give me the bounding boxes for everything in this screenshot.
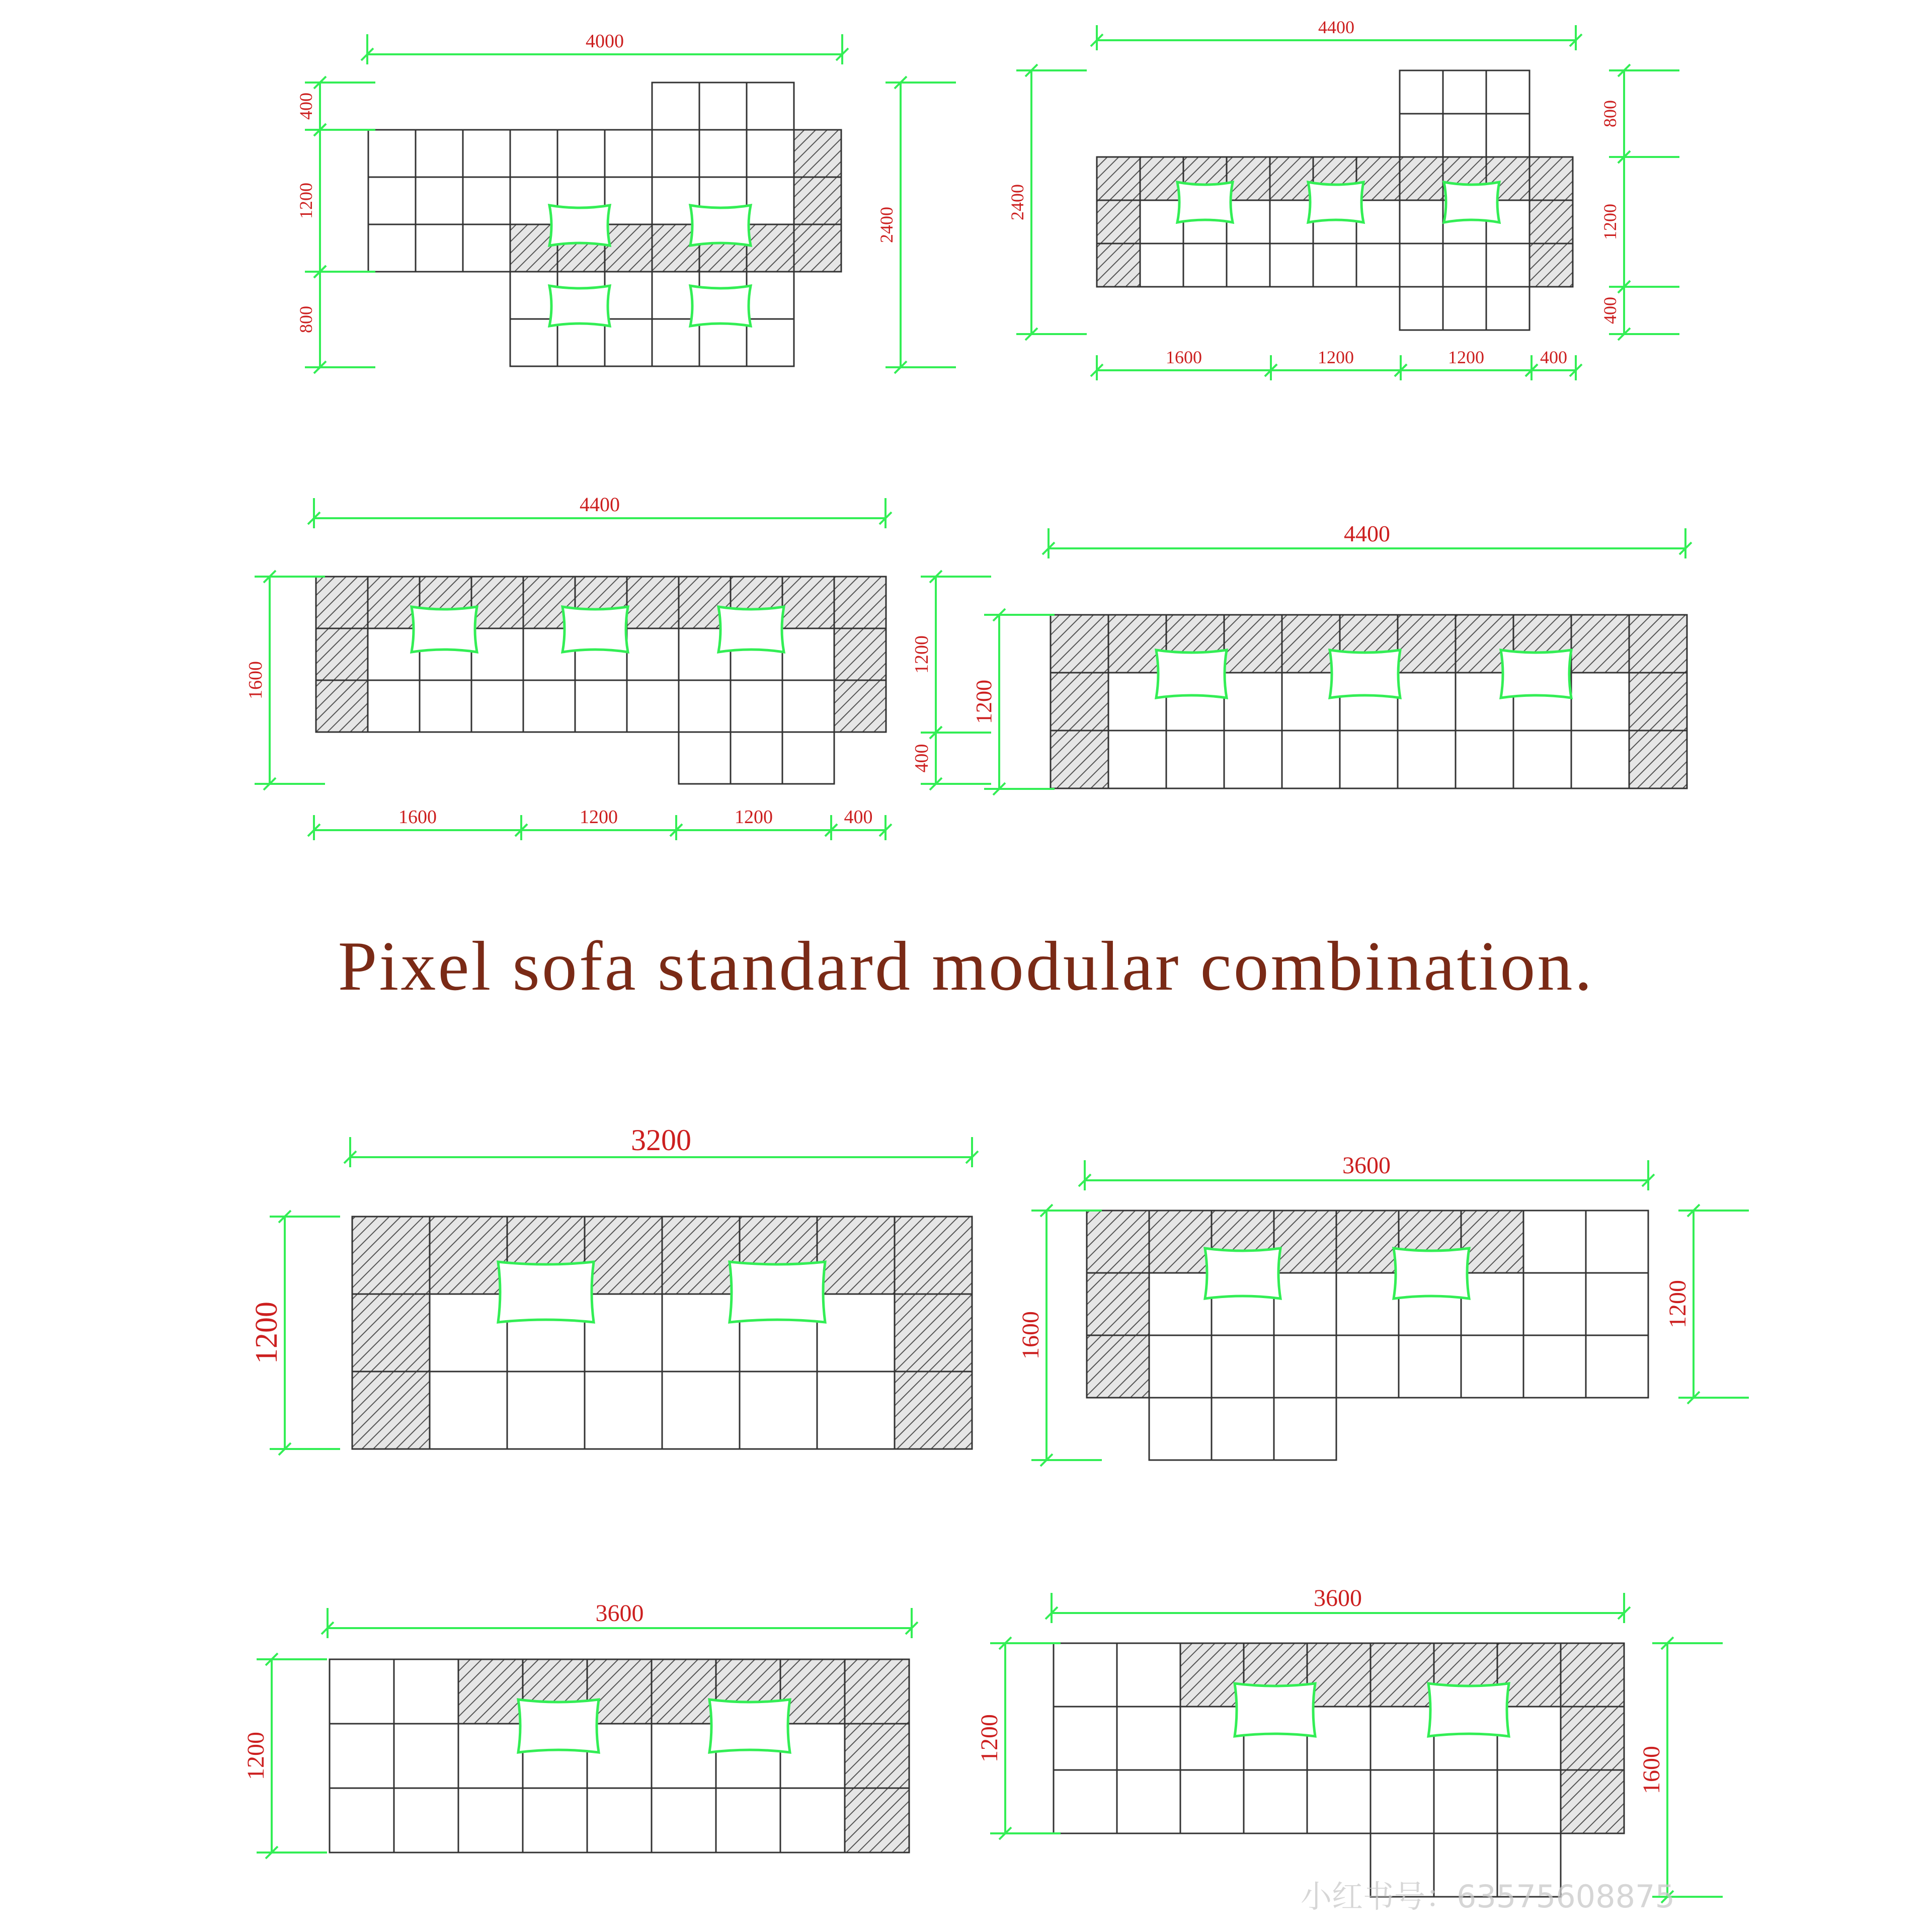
sofa-module bbox=[1461, 1211, 1523, 1273]
sofa-module bbox=[780, 1788, 845, 1853]
sofa-module bbox=[652, 1659, 716, 1724]
sofa-module bbox=[716, 1788, 780, 1853]
dimension-l3-bottom-2 bbox=[670, 807, 837, 840]
sofa-module bbox=[1270, 244, 1313, 287]
sofa-plan-7 bbox=[330, 1659, 909, 1853]
dimension-l6-width bbox=[1079, 1152, 1654, 1190]
sofa-module bbox=[458, 1724, 523, 1788]
dimension-label: 1200 bbox=[1448, 347, 1484, 367]
dimension-label: 2400 bbox=[876, 207, 897, 243]
sofa-module bbox=[1586, 1273, 1648, 1335]
sofa-module bbox=[507, 1372, 585, 1449]
dimension-label: 400 bbox=[844, 807, 873, 828]
sofa-module bbox=[1183, 244, 1227, 287]
sofa-module bbox=[1051, 673, 1108, 731]
sofa-module bbox=[747, 177, 794, 224]
sofa-module bbox=[1054, 1770, 1117, 1833]
sofa-module bbox=[330, 1659, 394, 1724]
sofa-module bbox=[463, 177, 510, 224]
sofa-module bbox=[1087, 1211, 1149, 1273]
dimension-label: 1200 bbox=[580, 807, 618, 828]
sofa-module bbox=[1149, 1398, 1212, 1460]
dimension-l2-bottom-2 bbox=[1395, 347, 1538, 380]
sofa-module bbox=[1140, 157, 1183, 200]
sofa-module bbox=[1356, 244, 1400, 287]
sofa-module bbox=[1400, 70, 1443, 114]
sofa-module bbox=[471, 628, 523, 680]
sofa-module bbox=[1282, 731, 1340, 788]
dimension-l2-bottom-3 bbox=[1525, 347, 1582, 380]
sofa-module bbox=[845, 1724, 909, 1788]
sofa-module bbox=[1443, 244, 1486, 287]
dimension-label: 3600 bbox=[1342, 1152, 1391, 1179]
sofa-module bbox=[1523, 1211, 1586, 1273]
dimension-l1-right bbox=[876, 76, 956, 373]
dimension-label: 1200 bbox=[976, 1714, 1003, 1762]
sofa-module bbox=[1336, 1273, 1399, 1335]
dimension-label: 1200 bbox=[911, 635, 932, 674]
sofa-module bbox=[1443, 114, 1486, 157]
dimension-label: 400 bbox=[296, 93, 316, 120]
sofa-module bbox=[747, 130, 794, 177]
sofa-module bbox=[1270, 200, 1313, 244]
sofa-module bbox=[394, 1659, 458, 1724]
sofa-module bbox=[1434, 1770, 1497, 1833]
dimension-label: 4400 bbox=[580, 493, 620, 516]
sofa-module bbox=[557, 130, 605, 177]
sofa-module bbox=[585, 1217, 662, 1294]
sofa-module bbox=[780, 1724, 845, 1788]
cushion bbox=[1156, 650, 1227, 698]
sofa-module bbox=[1336, 1211, 1399, 1273]
sofa-module bbox=[605, 130, 652, 177]
sofa-module bbox=[731, 732, 782, 784]
sofa-plan-6 bbox=[1087, 1211, 1648, 1460]
sofa-module bbox=[1051, 615, 1108, 673]
sofa-module bbox=[1486, 114, 1530, 157]
dimension-l2-right-c bbox=[1600, 281, 1679, 340]
sofa-module bbox=[1212, 1335, 1274, 1398]
sofa-module bbox=[587, 1788, 652, 1853]
dimension-l2-width bbox=[1091, 17, 1582, 50]
dimension-label: 800 bbox=[1600, 100, 1620, 127]
sofa-module bbox=[1486, 244, 1530, 287]
sofa-module bbox=[1087, 1273, 1149, 1335]
sofa-module bbox=[1212, 1398, 1274, 1460]
sofa-module bbox=[1398, 615, 1456, 673]
sofa-module bbox=[1274, 1398, 1336, 1460]
sofa-module bbox=[834, 577, 886, 628]
sofa-module bbox=[430, 1372, 507, 1449]
watermark: 小红书号：63575608875 bbox=[1301, 1878, 1675, 1915]
dimension-l5-left bbox=[250, 1211, 340, 1455]
sofa-module bbox=[1398, 731, 1456, 788]
cushion bbox=[1501, 650, 1571, 698]
sofa-module bbox=[1486, 70, 1530, 114]
diagram-title: Pixel sofa standard modular combination. bbox=[338, 927, 1594, 1005]
dimension-l2-left bbox=[1007, 64, 1087, 340]
sofa-module bbox=[782, 628, 834, 680]
sofa-module bbox=[627, 680, 679, 732]
dimension-label: 1600 bbox=[1166, 347, 1202, 367]
sofa-module bbox=[1456, 731, 1513, 788]
sofa-module bbox=[662, 1217, 740, 1294]
sofa-module bbox=[627, 577, 679, 628]
sofa-module bbox=[471, 680, 523, 732]
sofa-module bbox=[316, 628, 368, 680]
sofa-module bbox=[316, 680, 368, 732]
sofa-module bbox=[1087, 1335, 1149, 1398]
cushion bbox=[690, 286, 751, 326]
sofa-module bbox=[1400, 200, 1443, 244]
sofa-module bbox=[1307, 1643, 1371, 1707]
sofa-module bbox=[1274, 1335, 1336, 1398]
sofa-module bbox=[794, 130, 841, 177]
sofa-module bbox=[627, 628, 679, 680]
sofa-module bbox=[699, 130, 747, 177]
sofa-module bbox=[780, 1659, 845, 1724]
sofa-module bbox=[605, 224, 652, 272]
sofa-module bbox=[1227, 244, 1270, 287]
dimension-label: 4400 bbox=[1344, 521, 1390, 546]
dimension-l2-bottom-1 bbox=[1265, 347, 1407, 380]
sofa-module bbox=[1461, 1273, 1523, 1335]
cushion bbox=[1205, 1248, 1280, 1299]
sofa-module bbox=[817, 1294, 895, 1372]
dimension-label: 3600 bbox=[595, 1600, 644, 1627]
sofa-module bbox=[1530, 157, 1573, 200]
dimension-l1-left-c bbox=[296, 266, 375, 373]
dimension-label: 400 bbox=[1600, 297, 1620, 324]
sofa-module bbox=[662, 1294, 740, 1372]
dimension-label: 1200 bbox=[1600, 204, 1620, 240]
dimension-label: 1200 bbox=[1664, 1280, 1691, 1328]
sofa-plan-5 bbox=[352, 1217, 972, 1449]
sofa-module bbox=[430, 1217, 507, 1294]
sofa-module bbox=[662, 1372, 740, 1449]
sofa-module bbox=[1371, 1643, 1434, 1707]
sofa-module bbox=[1274, 1211, 1336, 1273]
sofa-module bbox=[1244, 1770, 1307, 1833]
dimension-l8-left bbox=[976, 1637, 1061, 1839]
sofa-module bbox=[817, 1217, 895, 1294]
sofa-module bbox=[1051, 731, 1108, 788]
sofa-plan-2 bbox=[1097, 70, 1573, 330]
sofa-module bbox=[523, 1788, 587, 1853]
cushion bbox=[1444, 182, 1499, 222]
sofa-module bbox=[1149, 1211, 1212, 1273]
sofa-module bbox=[605, 177, 652, 224]
sofa-module bbox=[740, 1372, 817, 1449]
sofa-module bbox=[1149, 1273, 1212, 1335]
sofa-module bbox=[1400, 157, 1443, 200]
dimension-label: 2400 bbox=[1007, 184, 1027, 220]
dimension-label: 1200 bbox=[735, 807, 773, 828]
dimension-l8-width bbox=[1045, 1585, 1630, 1623]
sofa-plan-4 bbox=[1051, 615, 1687, 788]
sofa-module bbox=[510, 130, 557, 177]
sofa-module bbox=[1443, 70, 1486, 114]
sofa-module bbox=[1149, 1335, 1212, 1398]
cushion bbox=[549, 286, 610, 326]
sofa-module bbox=[1180, 1707, 1244, 1770]
sofa-module bbox=[1180, 1643, 1244, 1707]
cushion bbox=[730, 1262, 825, 1322]
sofa-module bbox=[1486, 287, 1530, 330]
cushion bbox=[549, 205, 610, 246]
dimension-label: 3200 bbox=[631, 1123, 691, 1157]
dimension-l6-right bbox=[1664, 1204, 1749, 1404]
dimension-label: 400 bbox=[911, 744, 932, 773]
sofa-module bbox=[652, 130, 699, 177]
sofa-module bbox=[1530, 244, 1573, 287]
sofa-module bbox=[1586, 1211, 1648, 1273]
sofa-module bbox=[463, 224, 510, 272]
sofa-module bbox=[1270, 157, 1313, 200]
cushion bbox=[709, 1700, 790, 1752]
sofa-module bbox=[1561, 1643, 1624, 1707]
sofa-module bbox=[1400, 244, 1443, 287]
sofa-module bbox=[1117, 1643, 1180, 1707]
sofa-module bbox=[368, 177, 416, 224]
sofa-module bbox=[817, 1372, 895, 1449]
sofa-module bbox=[458, 1788, 523, 1853]
dimension-label: 3600 bbox=[1314, 1585, 1362, 1612]
sofa-module bbox=[895, 1217, 972, 1294]
sofa-module bbox=[1571, 731, 1629, 788]
cushion bbox=[1235, 1683, 1315, 1736]
sofa-module bbox=[368, 224, 416, 272]
sofa-module bbox=[1336, 1335, 1399, 1398]
sofa-module bbox=[352, 1294, 430, 1372]
sofa-module bbox=[1117, 1770, 1180, 1833]
sofa-module bbox=[679, 732, 731, 784]
sofa-module bbox=[1497, 1770, 1561, 1833]
cushion bbox=[1330, 650, 1400, 698]
dimension-l5-width bbox=[344, 1123, 978, 1167]
sofa-module bbox=[1224, 731, 1282, 788]
dimension-label: 1200 bbox=[250, 1302, 284, 1364]
sofa-module bbox=[1513, 731, 1571, 788]
cushion bbox=[562, 607, 628, 652]
sofa-module bbox=[330, 1724, 394, 1788]
sofa-module bbox=[1586, 1335, 1648, 1398]
sofa-module bbox=[895, 1372, 972, 1449]
dimension-l7-width bbox=[321, 1600, 918, 1638]
sofa-module bbox=[352, 1217, 430, 1294]
dimension-l4-width bbox=[1042, 521, 1692, 558]
dimension-l3-bottom-1 bbox=[515, 807, 682, 840]
sofa-module bbox=[1461, 1335, 1523, 1398]
sofa-module bbox=[1400, 114, 1443, 157]
cushion bbox=[498, 1262, 594, 1322]
sofa-module bbox=[458, 1659, 523, 1724]
sofa-module bbox=[368, 577, 420, 628]
dimension-l3-width bbox=[308, 493, 892, 528]
sofa-module bbox=[1274, 1273, 1336, 1335]
sofa-module bbox=[575, 680, 627, 732]
cushion bbox=[518, 1700, 599, 1752]
sofa-module bbox=[794, 224, 841, 272]
dimension-l1-left-b bbox=[296, 124, 375, 278]
cushion bbox=[1177, 182, 1233, 222]
sofa-module bbox=[1398, 673, 1456, 731]
sofa-module bbox=[605, 272, 652, 319]
sofa-module bbox=[394, 1724, 458, 1788]
sofa-module bbox=[368, 130, 416, 177]
sofa-module bbox=[585, 1294, 662, 1372]
sofa-module bbox=[368, 680, 420, 732]
dimension-label: 1200 bbox=[1318, 347, 1354, 367]
sofa-module bbox=[1097, 200, 1140, 244]
dimension-l1-width bbox=[361, 31, 848, 64]
sofa-module bbox=[731, 680, 782, 732]
sofa-module bbox=[1166, 731, 1224, 788]
sofa-module bbox=[430, 1294, 507, 1372]
dimension-l3-right-b bbox=[911, 727, 991, 790]
cushion bbox=[412, 607, 477, 652]
dimension-l3-bottom-3 bbox=[825, 807, 892, 840]
dimension-l4-left bbox=[972, 609, 1055, 795]
sofa-module bbox=[1307, 1770, 1371, 1833]
sofa-plan-3 bbox=[316, 577, 886, 784]
cushion bbox=[718, 607, 784, 652]
sofa-module bbox=[699, 319, 747, 366]
sofa-module bbox=[679, 680, 731, 732]
sofa-module bbox=[1313, 244, 1356, 287]
sofa-module bbox=[747, 319, 794, 366]
sofa-module bbox=[782, 577, 834, 628]
sofa-module bbox=[416, 130, 463, 177]
sofa-module bbox=[652, 1724, 716, 1788]
sofa-module bbox=[1224, 673, 1282, 731]
sofa-module bbox=[747, 272, 794, 319]
sofa-module bbox=[1571, 615, 1629, 673]
sofa-module bbox=[1054, 1643, 1117, 1707]
sofa-module bbox=[316, 577, 368, 628]
sofa-module bbox=[394, 1788, 458, 1853]
sofa-module bbox=[1371, 1707, 1434, 1770]
dimension-l7-left bbox=[243, 1653, 327, 1859]
sofa-module bbox=[1227, 157, 1270, 200]
sofa-module bbox=[1097, 157, 1140, 200]
sofa-module bbox=[895, 1294, 972, 1372]
dimension-label: 1200 bbox=[296, 183, 316, 219]
sofa-module bbox=[420, 680, 471, 732]
sofa-module bbox=[1097, 244, 1140, 287]
sofa-module bbox=[1340, 731, 1398, 788]
sofa-module bbox=[1400, 287, 1443, 330]
sofa-module bbox=[330, 1788, 394, 1853]
dimension-label: 1600 bbox=[398, 807, 437, 828]
sofa-module bbox=[699, 83, 747, 130]
sofa-module bbox=[834, 628, 886, 680]
dimension-label: 4400 bbox=[1318, 17, 1354, 37]
sofa-module bbox=[782, 732, 834, 784]
sofa-module bbox=[782, 680, 834, 732]
cushion bbox=[690, 205, 751, 246]
sofa-module bbox=[652, 1788, 716, 1853]
cushion bbox=[1394, 1248, 1469, 1299]
dimension-l3-left bbox=[245, 571, 325, 790]
sofa-module bbox=[1629, 731, 1687, 788]
sofa-module bbox=[557, 319, 605, 366]
sofa-module bbox=[352, 1372, 430, 1449]
dimension-l2-right-b bbox=[1600, 151, 1679, 293]
sofa-module bbox=[1140, 244, 1183, 287]
sofa-module bbox=[1180, 1770, 1244, 1833]
sofa-module bbox=[1399, 1335, 1461, 1398]
dimension-label: 400 bbox=[1540, 347, 1567, 367]
dimension-label: 1600 bbox=[1638, 1746, 1665, 1794]
cushion bbox=[1428, 1683, 1509, 1736]
dimension-label: 800 bbox=[296, 306, 316, 333]
sofa-module bbox=[416, 177, 463, 224]
dimension-label: 1200 bbox=[972, 680, 996, 724]
dimension-l8-right bbox=[1638, 1637, 1723, 1903]
dimension-label: 4000 bbox=[586, 31, 624, 52]
sofa-module bbox=[1629, 615, 1687, 673]
sofa-module bbox=[1443, 287, 1486, 330]
sofa-module bbox=[1571, 673, 1629, 731]
sofa-module bbox=[1561, 1770, 1624, 1833]
sofa-module bbox=[605, 319, 652, 366]
sofa-module bbox=[747, 83, 794, 130]
dimension-l3-bottom-0 bbox=[308, 807, 527, 840]
sofa-module bbox=[471, 577, 523, 628]
sofa-module bbox=[523, 680, 575, 732]
sofa-module bbox=[652, 83, 699, 130]
sofa-module bbox=[368, 628, 420, 680]
sofa-module bbox=[1523, 1273, 1586, 1335]
dimension-l2-right-a bbox=[1600, 64, 1679, 163]
dimension-label: 1600 bbox=[1017, 1311, 1044, 1359]
sofa-module bbox=[463, 130, 510, 177]
sofa-module bbox=[1371, 1770, 1434, 1833]
sofa-module bbox=[1530, 200, 1573, 244]
sofa-plan-1 bbox=[368, 83, 841, 366]
sofa-module bbox=[585, 1372, 662, 1449]
sofa-module bbox=[834, 680, 886, 732]
sofa-module bbox=[845, 1788, 909, 1853]
sofa-module bbox=[1629, 673, 1687, 731]
sofa-module bbox=[1108, 731, 1166, 788]
sofa-module bbox=[845, 1659, 909, 1724]
sofa-module bbox=[1117, 1707, 1180, 1770]
sofa-module bbox=[1561, 1707, 1624, 1770]
sofa-module bbox=[1307, 1707, 1371, 1770]
sofa-module bbox=[794, 177, 841, 224]
sofa-module bbox=[747, 224, 794, 272]
sofa-module bbox=[1054, 1707, 1117, 1770]
dimension-l1-left-a bbox=[296, 76, 375, 136]
dimension-label: 1600 bbox=[245, 661, 266, 699]
sofa-module bbox=[1523, 1335, 1586, 1398]
sofa-module bbox=[1224, 615, 1282, 673]
sofa-plan-8 bbox=[1054, 1643, 1624, 1897]
dimension-label: 1200 bbox=[243, 1732, 269, 1780]
dimension-l2-bottom-0 bbox=[1091, 347, 1277, 380]
sofa-module bbox=[416, 224, 463, 272]
cushion bbox=[1308, 182, 1363, 222]
